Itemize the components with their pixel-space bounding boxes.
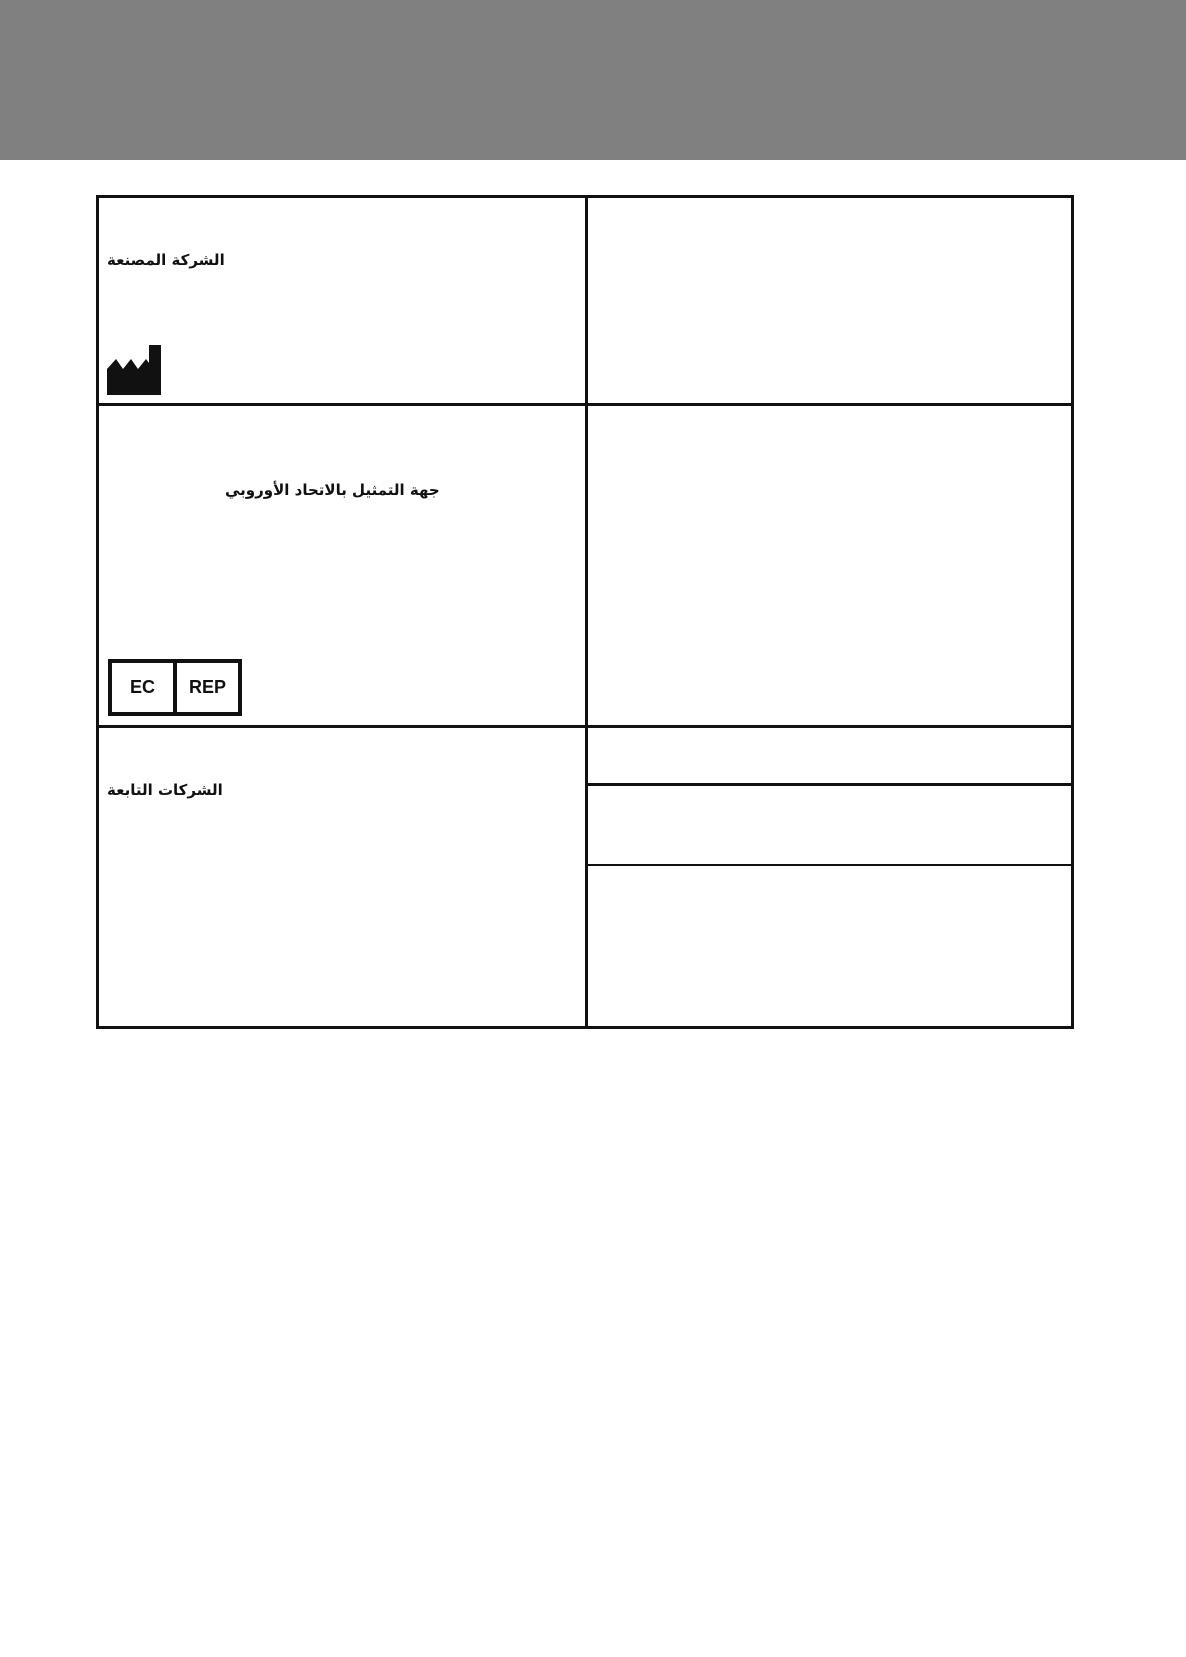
subsidiaries-label: الشركات التابعة — [107, 781, 223, 799]
manufacturer-factory-icon — [107, 345, 161, 395]
ec-rep-symbol-ec: EC — [112, 663, 177, 712]
row-divider-1 — [99, 403, 1071, 406]
manufacturer-label: الشركة المصنعة — [107, 251, 225, 269]
info-table — [96, 195, 1074, 1029]
eu-representative-label: جهة التمثيل بالاتحاد الأوروبي — [225, 481, 440, 499]
subrow-divider-1 — [588, 783, 1071, 786]
ec-rep-symbol — [108, 659, 242, 716]
column-divider — [585, 198, 588, 1026]
header-band — [0, 0, 1186, 160]
ec-rep-symbol-rep: REP — [188, 677, 226, 697]
subrow-divider-2 — [588, 864, 1071, 866]
row-divider-2 — [99, 725, 1071, 728]
